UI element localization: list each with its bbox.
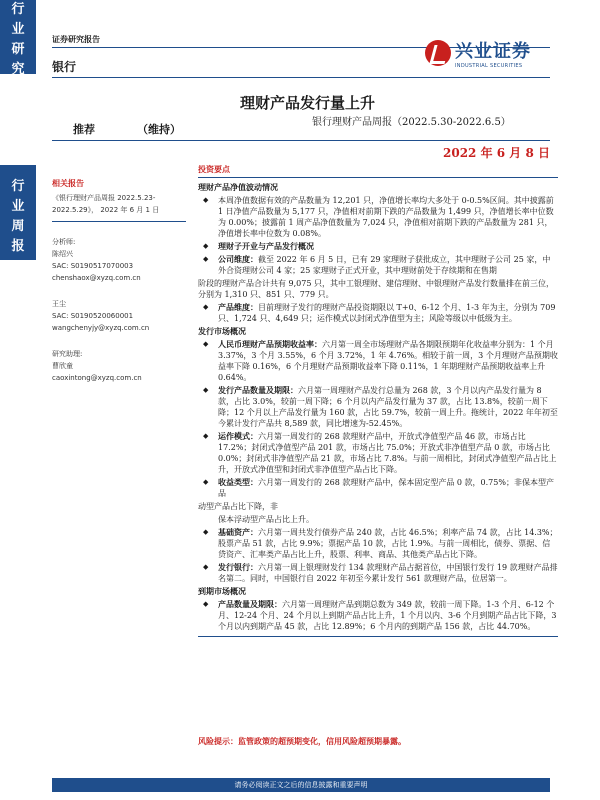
company-logo	[425, 37, 531, 69]
section-nav-volatility: 理财产品净值波动情况	[198, 183, 278, 192]
strip-char: 报	[11, 239, 25, 254]
strip-char: 周	[11, 219, 25, 234]
disclaimer-footer: 请务必阅读正文之后的信息披露和重要声明	[52, 778, 550, 792]
bullet-issuance-volume: ◆ 发行产品数量及期限：六月第一周理财产品发行总量为 268 款，3 个月以内产品发行量为 8 款，占比 3.0%，较前一周下降；6 个月以内产品发行量为 37 款，占比 13.8%，较前一周下降；12 个月以上产品发行量为 160 款，占比 59.7%，较前一周上升。拖统计，2022 年年初至今累计发行产品共 8,589 款，同比增速为-52.45%。	[198, 385, 558, 429]
analyst-1	[52, 236, 186, 284]
bullet-return-type-cont-1: 动型产品占比下降，非	[198, 502, 278, 511]
divider	[198, 177, 558, 178]
left-sidebar	[52, 178, 186, 398]
bullet-underlying-assets: ◆ 基础资产：六月第一周共发行债券产品 240 款，占比 46.5%；利率产品 74 款，占比 14.3%；股票产品 51 款，占比 9.9%；票据产品 10 款，占比 1.9%。与前一周相比，债券、票据、信贷资产、汇率类产品占比上升，股票、利率、商品、其他类产品占比下降。	[198, 527, 558, 560]
related-report-item: 《银行理财产品周报 2022.5.23-2022.5.29》， 2022 年 6 月 1 日	[52, 194, 160, 214]
bullet-return-type-cont-2: 保本浮动型产品占比上升。	[218, 515, 314, 524]
bullet-company-dimension: ◆ 公司维度：截至 2022 年 6 月 5 日，已有 29 家理财子获批成立，其中理财子公司 25 家，中外合资理财公司 4 家；25 家理财子正式开业，其中理财前处于存续期和在售期	[198, 254, 558, 276]
assistant-email: caoxintong@xyzq.com.cn	[52, 374, 142, 382]
bullet-return-type: ◆ 收益类型：六月第一周发行的 268 款理财产品中，保本固定型产品 0 款，0.75%；非保本型产品	[198, 477, 558, 499]
assistant-role: 研究助理:	[52, 350, 83, 358]
section-maturity-market: 到期市场概况	[198, 587, 246, 596]
bullet-nav-data: ◆ 本周净值数据有效的产品数量为 12,201 只，净值增长率均大多处于 0-0.5%区间。其中披露前 1 日净值产品数量为 5,177 只，净值相对前期下跌的产品数量为 1,499 只，净值增长率中位数为 0.00%；披露前 1 周产品净值数量为 7,024 只，净值相对前期下跌的产品数量为 281 只，净值增长率中位数为 0.08%。	[198, 195, 558, 239]
related-reports-title: 相关报告	[52, 179, 84, 188]
bullet-product-dimension: ◆ 产品维度：目前理财子发行的理财产品投资期限以 T+0、6-12 个月、1-3 年为主，分别为 709 只、1,724 只、4,649 只；运作模式以封闭式净值型为主；风险等级以中低级为主。	[198, 302, 558, 324]
strip-char: 究	[11, 62, 25, 77]
bullet-maturity-volume: ◆ 产品数量及期限：六月第一周理财产品到期总数为 349 款，较前一周下降。1-3 个月、6-12 个月、12-24 个月、24 个月以上到期产品占比上升，1 个月以内、3-6 个月到期产品占比下降，3 个月以内到期产品 45 款，占比 12.89%；6 个月内的到期产品 156 款，占比 44.70%。	[198, 599, 558, 632]
logo-icon	[425, 40, 451, 66]
analyst-email: wangchenyjy@xyzq.com.cn	[52, 324, 150, 332]
analyst-name: 王尘	[52, 300, 66, 308]
bullet-issuing-banks: ◆ 发行银行：六月第一周上银理财发行 134 款理财产品占据首位，中国银行发行 19 款理财产品排名第二。同时，中国银行自 2022 年初至今累计发行 561 款理财产品，位居第一。	[198, 562, 558, 584]
report-date: 2022 年 6 月 8 日	[443, 146, 550, 160]
bullet-operation-mode: ◆ 运作模式：六月第一周发行的 268 款理财产品中，开放式净值型产品 46 款，市场占比 17.2%；封闭式净值型产品 201 款，市场占比 75.0%；开放式非净值型产品 0 款，市场占比 0.0%；封闭式非净值型产品 21 款，市场占比 7.8%。与前一周相比，封闭式净值型产品占比上升，开放式净值型和封闭式非净值型产品占比下降。	[198, 431, 558, 475]
assistant-name: 曹欣童	[52, 362, 73, 370]
divider	[198, 636, 558, 637]
report-subtitle: 银行理财产品周报（2022.5.30-2022.6.5）	[312, 117, 511, 128]
side-strip-report-type	[0, 165, 36, 260]
bullet-company-dimension-cont: 阶段的理财产品合计共有 9,075 只，其中工银理财、建信理财、中银理财产品发行数量排在前三位，分别为 1,310 只、851 只、779 只。	[198, 279, 554, 299]
divider	[52, 140, 550, 141]
analyst-email: chenshaox@xyzq.com.cn	[52, 274, 141, 282]
logo-name-cn: 兴业证券	[455, 41, 531, 62]
sector-label: 银行	[52, 60, 77, 74]
main-content	[198, 164, 558, 637]
analyst-2	[52, 298, 186, 334]
strip-char: 业	[11, 22, 25, 37]
analyst-sac: SAC: S0190517070003	[52, 262, 134, 270]
report-title: 理财产品发行量上升	[240, 94, 376, 112]
strip-char: 行	[11, 2, 25, 17]
divider	[52, 221, 186, 222]
strip-char: 行	[11, 179, 25, 194]
header-label: 证券研究报告	[52, 35, 100, 44]
side-strip-top	[0, 0, 36, 77]
section-issuance-market: 发行市场概况	[198, 327, 246, 336]
rating-change: （维持）	[137, 123, 181, 136]
rating: 推荐	[73, 123, 95, 136]
logo-name-en: INDUSTRIAL SECURITIES	[455, 63, 523, 69]
strip-char: 业	[11, 199, 25, 214]
analyst-role: 分析师:	[52, 238, 76, 246]
research-assistant	[52, 348, 186, 384]
divider	[52, 77, 550, 78]
analyst-name: 陈绍兴	[52, 250, 73, 258]
section-subsidiary-overview: ◆ 理财子开业与产品发行概况	[198, 241, 558, 252]
risk-warning: 风险提示：监管政策的超预期变化，信用风险超预期暴露。	[198, 737, 406, 746]
bullet-expected-yield: ◆ 人民币理财产品预期收益率：六月第一周全市场理财产品各期限预期年化收益率分别为：1 个月 3.37%，3 个月 3.55%，6 个月 3.72%，1 年 4.76%。相较于前一周，3 个月理财产品预期收益率下降 0.16%，6 个月理财产品预期收益率下降 0.11%，1 年期理财产品预期收益率上升 0.64%。	[198, 339, 558, 383]
invest-points-heading: 投资要点	[198, 165, 230, 174]
strip-char: 研	[11, 42, 25, 57]
analyst-sac: SAC: S0190520060001	[52, 312, 134, 320]
